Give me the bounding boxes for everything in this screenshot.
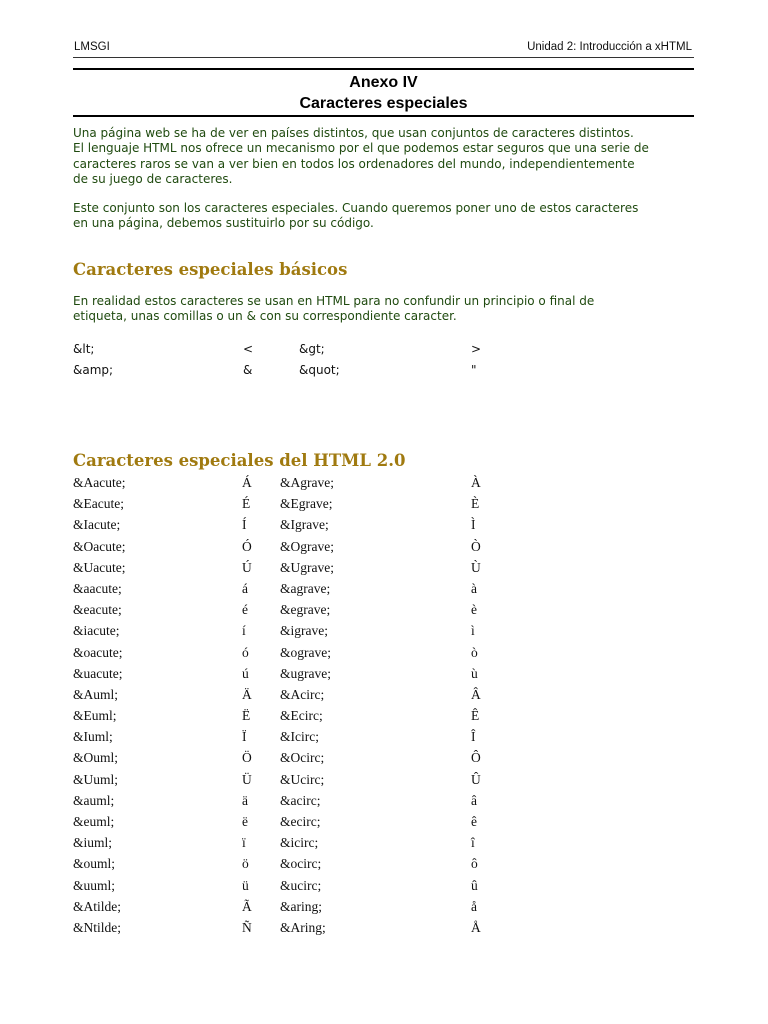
text-line: Una página web se ha de ver en países distintos, que usan conjuntos de caracteres distintos. [73, 126, 634, 140]
entity-character: ï [242, 835, 246, 851]
entity-character: ä [242, 792, 248, 808]
entity-character: Ö [242, 750, 252, 766]
table-row [73, 793, 693, 814]
table-row [73, 835, 693, 856]
entity-code: &icirc; [280, 835, 319, 851]
table-row [73, 539, 693, 560]
entity-character: Å [471, 919, 481, 935]
entity-code: &ouml; [73, 856, 116, 872]
entity-code: &Uuml; [73, 771, 119, 787]
entity-character: Û [471, 771, 481, 787]
entity-character: å [471, 898, 477, 914]
entity-code: &uuml; [73, 877, 116, 893]
entity-code: &Iuml; [73, 729, 113, 745]
entity-code: &Igrave; [280, 517, 329, 533]
entity-character: Ò [471, 538, 481, 554]
entity-character: > [471, 342, 482, 356]
text-line: caracteres raros se van a ver bien en todos los ordenadores del mundo, independientemente [73, 156, 635, 171]
document-title [73, 72, 694, 114]
table-row [73, 363, 693, 384]
entity-code: &euml; [73, 814, 115, 829]
entity-code: &auml; [73, 792, 115, 808]
entity-character: ö [242, 856, 249, 872]
entity-character: à [471, 580, 477, 596]
entity-character: Ä [242, 686, 252, 702]
intro-paragraph-1 [73, 126, 703, 187]
entity-character: Á [242, 475, 252, 490]
table-row [73, 750, 693, 771]
entity-code: &lt; [73, 342, 95, 356]
text-line: Este conjunto son los caracteres especiales. Cuando queremos poner uno de estos caracteres [73, 201, 639, 215]
title-bottom-rule [73, 115, 694, 117]
table-row [73, 581, 693, 602]
entity-character: È [471, 496, 480, 512]
table-row [73, 899, 693, 920]
entity-code: &ugrave; [280, 665, 331, 681]
entity-code: &uacute; [73, 665, 123, 681]
table-row [73, 814, 693, 835]
text-line: de su juego de caracteres. [73, 171, 233, 186]
entity-code: &Ograve; [280, 538, 334, 554]
entity-character: Ñ [242, 919, 252, 935]
entity-character: À [471, 475, 481, 490]
table-row [73, 496, 693, 517]
entity-character: Â [471, 686, 481, 702]
header-course: LMSGI [74, 41, 110, 53]
entity-code: &Aring; [280, 919, 326, 935]
entity-code: &ocirc; [280, 856, 322, 872]
entity-character: Ï [242, 729, 247, 745]
table-row [73, 517, 693, 538]
table-row [73, 856, 693, 877]
entity-character: Ù [471, 559, 481, 575]
entity-code: &Ecirc; [280, 708, 323, 724]
table-row [73, 772, 693, 793]
table-row [73, 623, 693, 644]
basic-section-heading: Caracteres especiales básicos [73, 260, 348, 279]
entity-code: &Ouml; [73, 750, 119, 766]
table-row [73, 729, 693, 750]
entity-character: ó [242, 644, 249, 660]
entity-character: < [243, 342, 254, 356]
entity-code: &Agrave; [280, 475, 334, 490]
entity-code: &Oacute; [73, 538, 126, 554]
table-row [73, 878, 693, 899]
entity-code: &Egrave; [280, 496, 333, 512]
entity-code: &agrave; [280, 580, 331, 596]
entity-character: â [471, 792, 477, 808]
header-divider [73, 57, 694, 58]
entity-character: Ì [471, 517, 476, 533]
entity-code: &Eacute; [73, 496, 124, 512]
table-row [73, 645, 693, 666]
text-line: En realidad estos caracteres se usan en HTML para no confundir un principio o final de [73, 294, 595, 308]
entity-character: ò [471, 644, 478, 660]
entity-code: &iacute; [73, 623, 120, 639]
entity-character: ü [242, 877, 249, 893]
entity-code: &egrave; [280, 602, 331, 618]
entity-code: &acirc; [280, 792, 321, 808]
text-line: etiqueta, unas comillas o un & con su correspondiente caracter. [73, 309, 457, 324]
entity-character: î [471, 835, 475, 851]
table-row [73, 475, 693, 496]
entity-code: &Atilde; [73, 898, 121, 914]
html2-characters-table [73, 475, 693, 941]
table-row [73, 708, 693, 729]
header-unit: Unidad 2: Introducción a xHTML [527, 41, 692, 53]
entity-character: Ü [242, 771, 252, 787]
entity-code: &Auml; [73, 686, 119, 702]
table-row [73, 666, 693, 687]
entity-character: ù [471, 665, 478, 681]
entity-code: &iuml; [73, 835, 113, 851]
entity-character: Ê [471, 708, 480, 724]
intro-paragraph-2 [73, 201, 703, 232]
entity-character: ë [242, 814, 248, 829]
entity-code: &ograve; [280, 644, 331, 660]
entity-character: û [471, 877, 478, 893]
entity-character: Í [242, 517, 247, 533]
entity-character: Î [471, 729, 476, 745]
entity-code: &Ocirc; [280, 750, 325, 766]
entity-character: " [471, 363, 477, 377]
table-row [73, 342, 693, 363]
text-line: El lenguaje HTML nos ofrece un mecanismo por el que podemos estar seguros que una serie de [73, 141, 649, 156]
entity-code: &Uacute; [73, 559, 126, 575]
entity-code: &gt; [299, 342, 325, 356]
entity-code: &ucirc; [280, 877, 322, 893]
entity-code: &ecirc; [280, 814, 321, 829]
entity-character: Ó [242, 538, 252, 554]
table-row [73, 560, 693, 581]
entity-code: &aacute; [73, 580, 122, 596]
entity-character: Ã [242, 898, 252, 914]
html2-section-heading: Caracteres especiales del HTML 2.0 [73, 451, 406, 470]
entity-code: &Acirc; [280, 686, 325, 702]
table-row [73, 687, 693, 708]
entity-code: &Aacute; [73, 475, 126, 490]
entity-code: &amp; [73, 363, 114, 377]
entity-code: &Iacute; [73, 517, 121, 533]
entity-code: &Ucirc; [280, 771, 325, 787]
entity-character: Ë [242, 708, 251, 724]
entity-code: &oacute; [73, 644, 123, 660]
entity-code: &aring; [280, 898, 322, 914]
entity-character: í [242, 623, 246, 639]
entity-code: &igrave; [280, 623, 328, 639]
entity-character: ú [242, 665, 249, 681]
entity-code: &quot; [299, 363, 340, 377]
entity-character: á [242, 580, 248, 596]
table-row [73, 920, 693, 941]
title-top-rule [73, 68, 694, 70]
entity-character: é [242, 602, 248, 618]
entity-character: Ô [471, 750, 481, 766]
entity-code: &Ntilde; [73, 919, 121, 935]
entity-character: Ú [242, 559, 252, 575]
entity-character: ê [471, 814, 477, 829]
entity-code: &Ugrave; [280, 559, 334, 575]
basic-description [73, 294, 703, 325]
title-subject: Caracteres especiales [299, 95, 468, 112]
entity-character: è [471, 602, 477, 618]
entity-code: &Icirc; [280, 729, 319, 745]
entity-character: ì [471, 623, 475, 639]
entity-code: &Euml; [73, 708, 117, 724]
title-annex: Anexo IV [349, 74, 418, 91]
entity-character: É [242, 496, 251, 512]
text-line: en una página, debemos sustituirlo por su código. [73, 216, 374, 231]
basic-characters-table [73, 342, 693, 384]
entity-code: &eacute; [73, 602, 122, 618]
entity-character: & [243, 363, 253, 377]
table-row [73, 602, 693, 623]
page-header [74, 41, 692, 53]
entity-character: ô [471, 856, 478, 872]
